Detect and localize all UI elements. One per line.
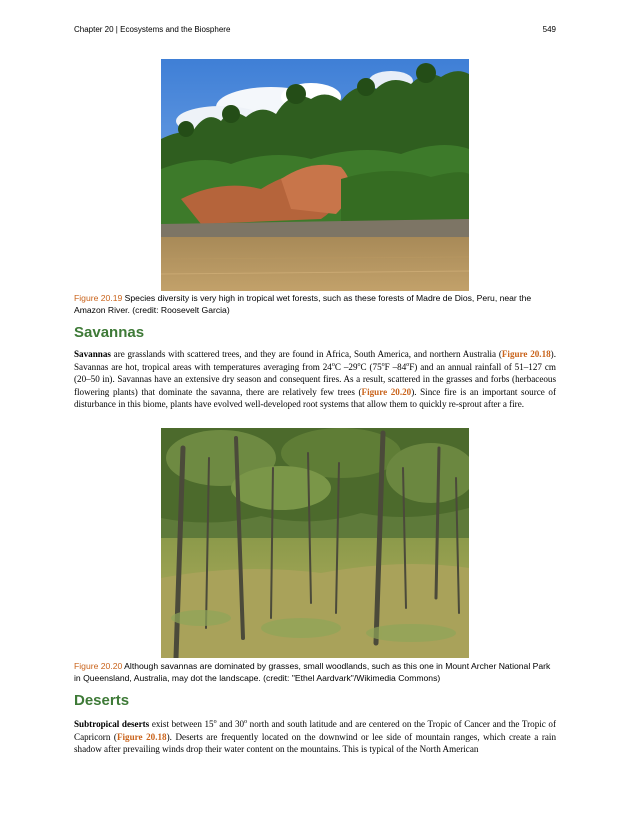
rainforest-photo	[161, 59, 469, 291]
savanna-woodland-photo	[161, 428, 469, 658]
key-term: Savannas	[74, 349, 111, 359]
figure-caption-1	[74, 293, 556, 316]
chapter-title: Chapter 20 | Ecosystems and the Biosphere	[74, 25, 231, 34]
figure-link[interactable]: Figure 20.20	[361, 386, 412, 397]
caption-text: Although savannas are dominated by grasses, small woodlands, such as this one in Mount Archer National Park in Queensland, Australia, may dot the landscape. (credit: "Ethel Aardvark"/Wikimedia Commons)	[74, 661, 551, 683]
figure-caption-2	[74, 661, 556, 684]
page-number: 549	[542, 25, 556, 34]
caption-text: Species diversity is very high in tropical wet forests, such as these forests of Madre de Dios, Peru, near the Amazon River. (credit: Roosevelt Garcia)	[74, 293, 532, 315]
savannas-paragraph: Savannas are grasslands with scattered trees, and they are found in Africa, South America, and northern Australia (Figure 20.18). Savannas are hot, tropical areas with temperatures averaging from 24$^o$C –29$^o$C (75$^o$F –84$^o$F) and an annual rainfall of 51–127 cm (20–50 in). Savannas have an extensive dry season and consequent fires. As a result, scattered in the grasses and forbs (herbaceous flowering plants) that dominate the savanna, there are relatively few trees (Figure 20.20). Since fire is an important source of disturbance in this biome, plants have evolved well-developed root systems that allow them to quickly re-sprout after a fire.	[74, 349, 556, 409]
key-term: Subtropical deserts	[74, 719, 150, 729]
figure-label: Figure 20.20	[74, 661, 123, 671]
running-header	[74, 25, 556, 34]
figure-link[interactable]: Figure 20.18	[501, 349, 551, 359]
figure-link[interactable]: Figure 20.18	[116, 731, 167, 742]
section-heading-deserts: Deserts	[74, 692, 130, 709]
deserts-paragraph: Subtropical deserts exist between 15$^o$ and 30$^o$ north and south latitude and are centered on the Tropic of Cancer and the Tropic of Capricorn (Figure 20.18). Deserts are frequently located on the downwind or lee side of mountain ranges, which create a rain shadow after prevailing winds drop their water content on the mountains. This is typical of the North American	[74, 718, 557, 754]
figure-label: Figure 20.19	[74, 293, 123, 303]
section-heading-savannas: Savannas	[74, 324, 145, 341]
